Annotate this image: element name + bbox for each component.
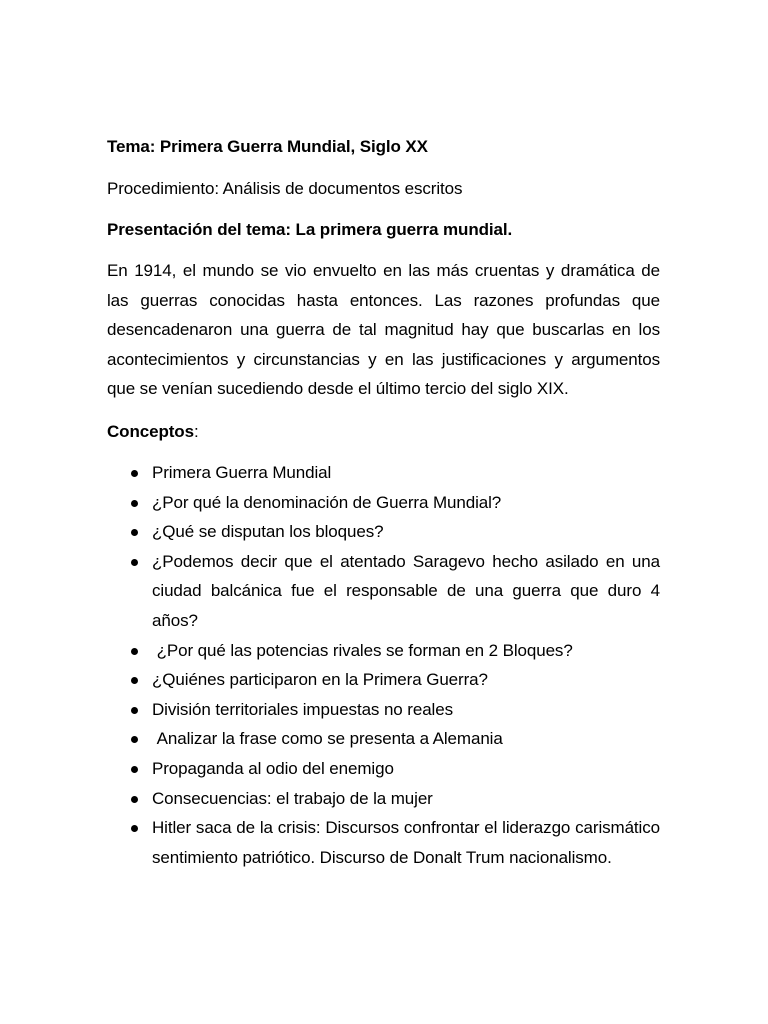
list-item [107,458,660,488]
list-item [107,754,660,784]
list-item-text: Hitler saca de la crisis: Discursos confrontar el liderazgo carismático sentimiento patriótico. Discurso de Donalt Trum nacionalismo. [152,818,670,867]
concepts-label: Conceptos [107,421,194,441]
list-item-text: Analizar la frase como se presenta a Alemania [152,729,503,749]
intro-paragraph: En 1914, el mundo se vio envuelto en las más cruentas y dramática de las guerras conocidas hasta entonces. Las razones profundas que desencadenaron una guerra de tal magnitud hay que buscarlas en los acontecimientos y circunstancias y en las justificaciones y argumentos que se venían sucediendo desde el último tercio del siglo XIX. [107,261,660,399]
list-item-text: División territoriales impuestas no reales [152,699,453,719]
document-page [107,132,670,872]
bullet-icon [131,825,138,832]
bullet-icon [131,500,138,507]
list-item [107,784,660,814]
bullet-icon [131,766,138,773]
list-item [107,517,660,547]
list-item-text: Primera Guerra Mundial [152,462,332,482]
list-item-text: ¿Quiénes participaron en la Primera Guerra? [152,670,488,690]
list-item [107,813,670,872]
list-item [107,488,660,518]
bullet-icon [131,677,138,684]
list-item-text: Propaganda al odio del enemigo [152,758,394,778]
bullet-icon [131,707,138,714]
document-title: Tema: Primera Guerra Mundial, Siglo XX [107,137,428,156]
bullet-icon [131,796,138,803]
list-item [107,724,660,754]
bullet-icon [131,529,138,536]
list-item [107,636,660,666]
procedure-line: Procedimiento: Análisis de documentos escritos [107,179,463,198]
bullet-icon [131,559,138,566]
concepts-heading [107,417,660,447]
bullet-icon [131,736,138,743]
concepts-colon: : [193,421,199,441]
concepts-list [107,458,670,872]
list-item-text: ¿Qué se disputan los bloques? [152,522,384,542]
list-item-text: Consecuencias: el trabajo de la mujer [152,788,433,808]
bullet-icon [131,648,138,655]
list-item [107,695,660,725]
list-item-text: ¿Por qué la denominación de Guerra Mundial? [152,492,502,512]
list-item [107,665,660,695]
bullet-icon [131,470,138,477]
presentation-heading: Presentación del tema: La primera guerra mundial. [107,220,513,239]
list-item [107,547,660,636]
list-item-text: ¿Por qué las potencias rivales se forman en 2 Bloques? [152,640,573,660]
list-item-text: ¿Podemos decir que el atentado Saragevo hecho asilado en una ciudad balcánica fue el responsable de una guerra que duro 4 años? [152,551,660,630]
